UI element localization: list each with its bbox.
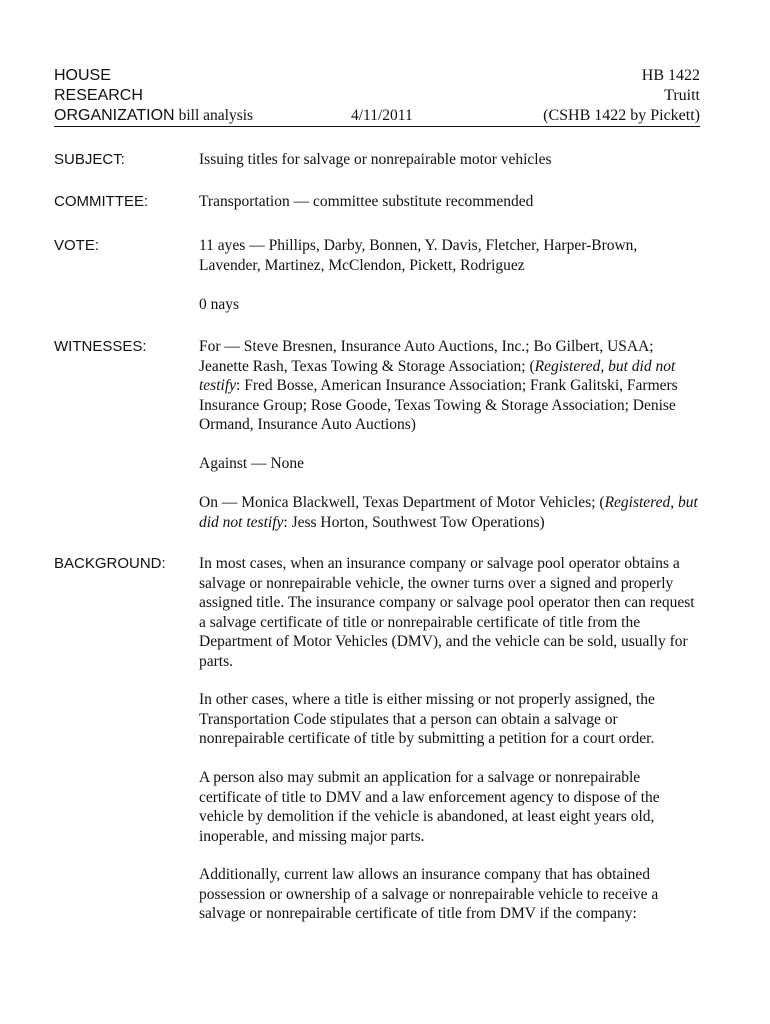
witnesses-on-prefix: On — Monica Blackwell, Texas Department of Motor Vehicles; (: [199, 494, 605, 511]
header-rule: [54, 126, 700, 127]
vote-ayes-paragraph: 11 ayes — Phillips, Darby, Bonnen, Y. Davis, Fletcher, Harper-Brown, Lavender, Martinez, McClendon, Pickett, Rodriguez: [199, 237, 638, 274]
subject-text: [199, 150, 699, 170]
witnesses-on: [199, 493, 699, 532]
vote-nays-paragraph: 0 nays: [199, 296, 240, 313]
witnesses-for: [199, 337, 699, 435]
background-paragraph-1: [199, 554, 699, 672]
background-p1-text: In most cases, when an insurance company or salvage pool operator obtains a salvage or nonrepairable vehicle, the owner turns over a signed and properly assigned title. The insurance company or salvage pool operator then can request a salvage certificate of title or nonrepairable certificate of title from the Department of Motor Vehicles (DMV), and the vehicle can be sold, usually for parts.: [199, 555, 695, 670]
witnesses-against-paragraph: Against — None: [199, 455, 305, 472]
background-p4-text: Additionally, current law allows an insurance company that has obtained possession or ownership of a salvage or nonrepairable vehicle to receive a salvage or nonrepairable certificate of title from DMV if the company:: [199, 866, 659, 923]
committee-paragraph: Transportation — committee substitute recommended: [199, 193, 534, 210]
vote-label: VOTE:: [54, 237, 100, 254]
witnesses-on-suffix: : Jess Horton, Southwest Tow Operations): [283, 513, 545, 531]
witnesses-for-registered: Registered, but did not testify: [199, 357, 676, 395]
bill-author: Truitt: [664, 87, 700, 104]
background-paragraph-4: [199, 865, 699, 924]
doc-date: 4/11/2011: [351, 107, 413, 124]
vote-ayes: [199, 236, 699, 275]
witnesses-for-paragraph: [199, 337, 699, 435]
background-p2-text: In other cases, where a title is either missing or not properly assigned, the Transportation Code stipulates that a person can obtain a salvage or nonrepairable certificate of title by submitting a petition for a court order.: [199, 691, 655, 748]
doc-type: bill analysis: [178, 107, 254, 124]
witnesses-against: [199, 454, 699, 474]
org-name-organization: ORGANIZATION: [54, 107, 175, 124]
subject-paragraph: Issuing titles for salvage or nonrepairable motor vehicles: [199, 151, 552, 168]
background-paragraph-2: [199, 690, 699, 749]
bill-number: HB 1422: [641, 67, 700, 84]
witnesses-on-registered: Registered, but did not testify: [199, 494, 698, 531]
witnesses-label: WITNESSES:: [54, 338, 147, 355]
committee-label: COMMITTEE:: [54, 193, 149, 210]
org-name-line-3: [54, 106, 253, 125]
witnesses-on-paragraph: [199, 493, 699, 532]
org-name-line-1: HOUSE: [54, 67, 111, 84]
vote-nays: [199, 295, 699, 315]
background-paragraph-3: [199, 768, 699, 846]
background-p3-text: A person also may submit an application for a salvage or nonrepairable certificate of title to DMV and a law enforcement agency to dispose of the vehicle by demolition if the vehicle is abandoned, at least eight years old, inoperable, and missing major parts.: [199, 769, 660, 845]
witnesses-for-suffix: : Fred Bosse, American Insurance Association; Frank Galitski, Farmers Insurance Group; Rose Goode, Texas Towing & Storage Association; Denise Ormand, Insurance Auto Auctions): [199, 377, 678, 434]
committee-text: [199, 192, 699, 212]
background-label: BACKGROUND:: [54, 555, 166, 572]
witnesses-for-prefix: For — Steve Bresnen, Insurance Auto Auctions, Inc.; Bo Gilbert, USAA; Jeanette Rash, Texas Towing & Storage Association; (: [199, 338, 654, 375]
org-name-line-2: RESEARCH: [54, 87, 143, 104]
subject-label: SUBJECT:: [54, 151, 125, 168]
committee-substitute: (CSHB 1422 by Pickett): [543, 107, 700, 124]
